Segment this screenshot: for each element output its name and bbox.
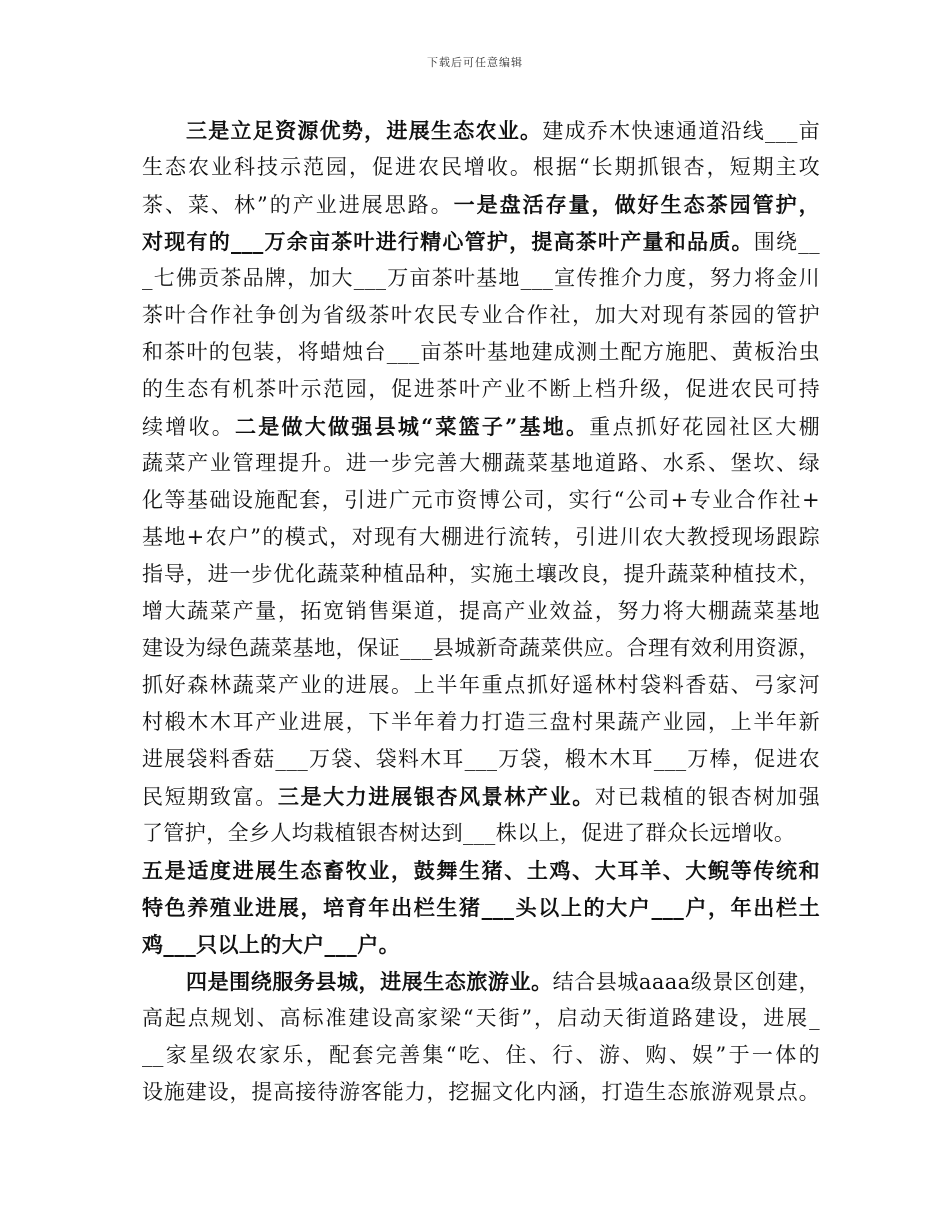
text-line xyxy=(142,593,820,630)
text-line xyxy=(142,408,820,445)
text-line xyxy=(142,482,820,519)
text-line xyxy=(142,556,820,593)
text-segment: 茶、菜、林”的产业进展思路。 xyxy=(142,193,454,217)
text-segment: 抓好森林蔬菜产业的进展。上半年重点抓好遥林村袋料香菇、弓家河 xyxy=(142,673,820,697)
bold-text-segment: 一是盘活存量，做好生态茶园管护， xyxy=(453,192,820,217)
text-segment: _七佛贡茶品牌，加大___万亩茶叶基地___宣传推介力度，努力将金川 xyxy=(142,266,820,290)
bold-text-segment: 三是立足资源优势，进展生态农业。 xyxy=(186,118,543,143)
text-segment: 增大蔬菜产量，拓宽销售渠道，提高产业效益，努力将大棚蔬菜基地 xyxy=(142,599,820,623)
text-line xyxy=(142,445,820,482)
text-line xyxy=(142,704,820,741)
text-line xyxy=(142,260,820,297)
bold-text-segment: 五是适度进展生态畜牧业，鼓舞生猪、土鸡、大耳羊、大鲵等传统和 xyxy=(142,858,820,883)
text-segment: 和茶叶的包装，将蜡烛台___亩茶叶基地建成测土配方施肥、黄板治虫 xyxy=(142,340,820,364)
text-line xyxy=(142,112,820,149)
text-line xyxy=(142,223,820,260)
text-segment: 设施建设，提高接待游客能力，挖掘文化内涵，打造生态旅游观景点。 xyxy=(142,1080,820,1104)
text-line xyxy=(142,889,820,926)
text-line xyxy=(142,852,820,889)
page-header: 下载后可任意编辑 xyxy=(427,56,523,69)
text-segment: 的生态有机茶叶示范园，促进茶叶产业不断上档升级，促进农民可持 xyxy=(142,377,820,401)
text-segment: 民短期致富。 xyxy=(142,785,278,809)
text-line xyxy=(142,667,820,704)
text-line xyxy=(142,815,820,852)
text-line xyxy=(142,149,820,186)
text-line xyxy=(142,186,820,223)
document-body xyxy=(142,112,820,1111)
text-segment: __家星级农家乐，配套完善集“吃、住、行、游、购、娱”于一体的 xyxy=(142,1043,820,1067)
text-line xyxy=(142,926,820,963)
text-line xyxy=(142,630,820,667)
text-segment: 基地+农户”的模式，对现有大棚进行流转，引进川农大教授现场跟踪 xyxy=(142,525,820,549)
text-segment: 建设为绿色蔬菜基地，保证___县城新奇蔬菜供应。合理有效利用资源， xyxy=(142,636,820,660)
text-line xyxy=(142,334,820,371)
text-segment: 茶叶合作社争创为省级茶叶农民专业合作社，加大对现有茶园的管护 xyxy=(142,303,820,327)
text-line xyxy=(142,741,820,778)
text-segment: 围绕__ xyxy=(753,230,820,254)
text-segment: 化等基础设施配套，引进广元市资博公司，实行“公司+专业合作社+ xyxy=(142,488,820,512)
text-line xyxy=(142,1000,820,1037)
text-segment: 续增收。 xyxy=(142,415,236,439)
bold-text-segment: 鸡___只以上的大户___户。 xyxy=(142,932,400,957)
text-segment: 生态农业科技示范园，促进农民增收。根据“长期抓银杏，短期主攻 xyxy=(142,155,820,179)
text-segment: 村椴木木耳产业进展，下半年着力打造三盘村果蔬产业园，上半年新 xyxy=(142,710,820,734)
bold-text-segment: 四是围绕服务县城，进展生态旅游业。 xyxy=(186,969,553,994)
text-line xyxy=(142,519,820,556)
text-segment: 建成乔木快速通道沿线___亩 xyxy=(542,119,820,143)
text-segment: 了管护，全乡人均栽植银杏树达到___株以上，促进了群众长远增收。 xyxy=(142,821,796,845)
text-segment: 结合县城aaaa级景区创建， xyxy=(552,970,820,994)
bold-text-segment: 三是大力进展银杏风景林产业。 xyxy=(277,784,595,809)
text-segment: 指导，进一步优化蔬菜种植品种，实施土壤改良，提升蔬菜种植技术， xyxy=(142,562,820,586)
bold-text-segment: 二是做大做强县城“菜篮子”基地。 xyxy=(235,414,590,439)
text-segment: 进展袋料香菇___万袋、袋料木耳___万袋，椴木木耳___万棒，促进农 xyxy=(142,747,820,771)
text-line xyxy=(142,1074,820,1111)
text-line xyxy=(142,963,820,1000)
text-line xyxy=(142,297,820,334)
bold-text-segment: 对现有的___万余亩茶叶进行精心管护，提高茶叶产量和品质。 xyxy=(142,229,754,254)
text-segment: 重点抓好花园社区大棚 xyxy=(589,415,821,439)
text-line xyxy=(142,371,820,408)
text-line xyxy=(142,1037,820,1074)
text-line xyxy=(142,778,820,815)
text-segment: 高起点规划、高标准建设高家梁“天街”，启动天街道路建设，进展_ xyxy=(142,1006,820,1030)
text-segment: 对已栽植的银杏树加强 xyxy=(594,785,821,809)
bold-text-segment: 特色养殖业进展，培育年出栏生猪___头以上的大户___户，年出栏土 xyxy=(142,895,820,920)
text-segment: 蔬菜产业管理提升。进一步完善大棚蔬菜基地道路、水系、堡坎、绿 xyxy=(142,451,820,475)
